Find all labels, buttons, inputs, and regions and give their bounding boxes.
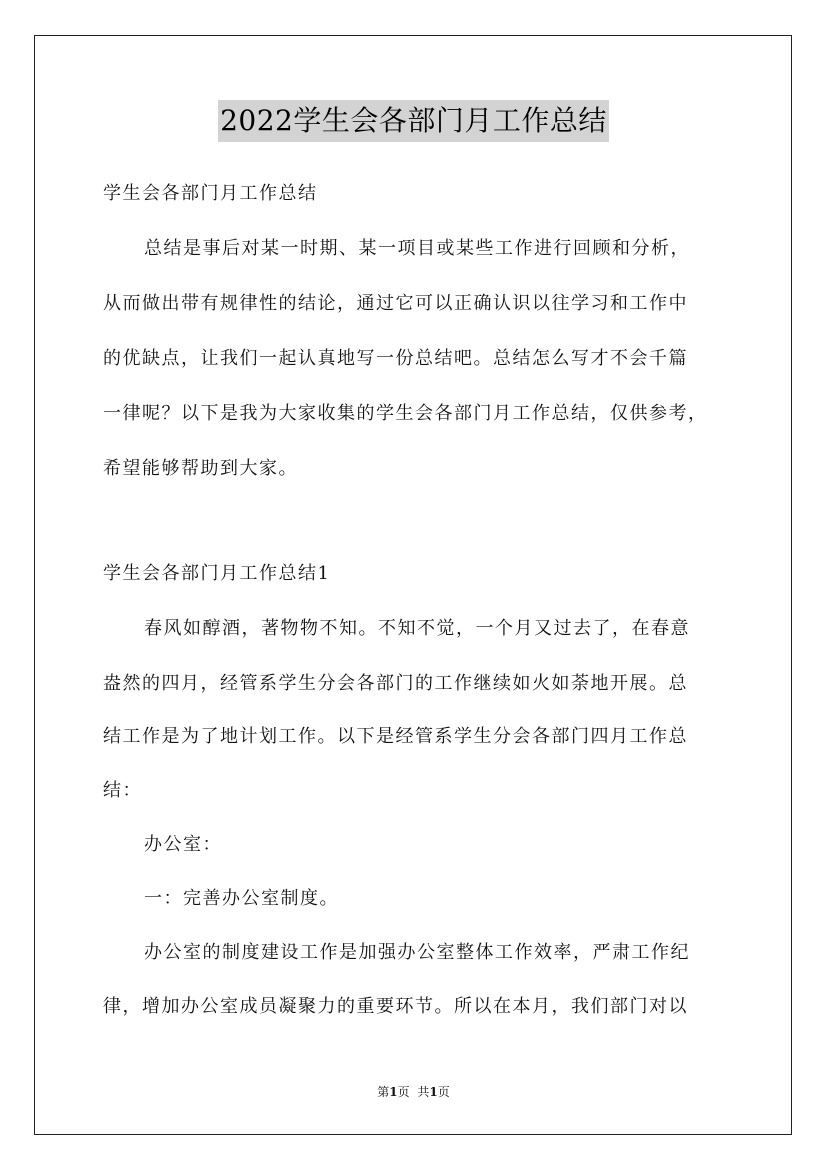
- paragraph-line: 希望能够帮助到大家。: [103, 458, 298, 479]
- paragraph-line: 总结是事后对某一时期、某一项目或某些工作进行回顾和分析，: [144, 238, 690, 259]
- footer-total-number: 1: [429, 1085, 438, 1099]
- footer-page-number: 1: [389, 1085, 398, 1099]
- subtitle-line: 学生会各部门月工作总结: [103, 183, 318, 204]
- section-heading: 学生会各部门月工作总结1: [103, 563, 331, 584]
- paragraph-line: 一律呢？以下是我为大家收集的学生会各部门月工作总结，仅供参考，: [103, 403, 708, 424]
- document-title: 2022学生会各部门月工作总结: [218, 100, 609, 142]
- footer-total-suffix: 页: [437, 1085, 450, 1099]
- paragraph-line: 办公室的制度建设工作是加强办公室整体工作效率，严肃工作纪: [144, 942, 690, 963]
- footer-page-suffix: 页: [397, 1085, 410, 1099]
- title-container: [0, 100, 827, 142]
- paragraph-line: 从而做出带有规律性的结论，通过它可以正确认识以往学习和工作中: [103, 293, 688, 314]
- item-heading: 一：完善办公室制度。: [144, 888, 339, 909]
- paragraph-line: 春风如醇酒，著物物不知。不知不觉，一个月又过去了，在春意: [144, 618, 690, 639]
- page-footer: [0, 1084, 827, 1100]
- paragraph-line: 的优缺点，让我们一起认真地写一份总结吧。总结怎么写才不会千篇: [103, 348, 688, 369]
- paragraph-line: 盎然的四月，经管系学生分会各部门的工作继续如火如荼地开展。总: [103, 673, 688, 694]
- office-heading: 办公室：: [144, 834, 222, 855]
- footer-page-prefix: 第: [377, 1085, 390, 1099]
- footer-total-prefix: 共: [417, 1085, 430, 1099]
- paragraph-line: 律，增加办公室成员凝聚力的重要环节。所以在本月，我们部门对以: [103, 996, 688, 1017]
- paragraph-line: 结工作是为了地计划工作。以下是经管系学生分会各部门四月工作总: [103, 726, 688, 747]
- paragraph-line: 结：: [103, 780, 142, 801]
